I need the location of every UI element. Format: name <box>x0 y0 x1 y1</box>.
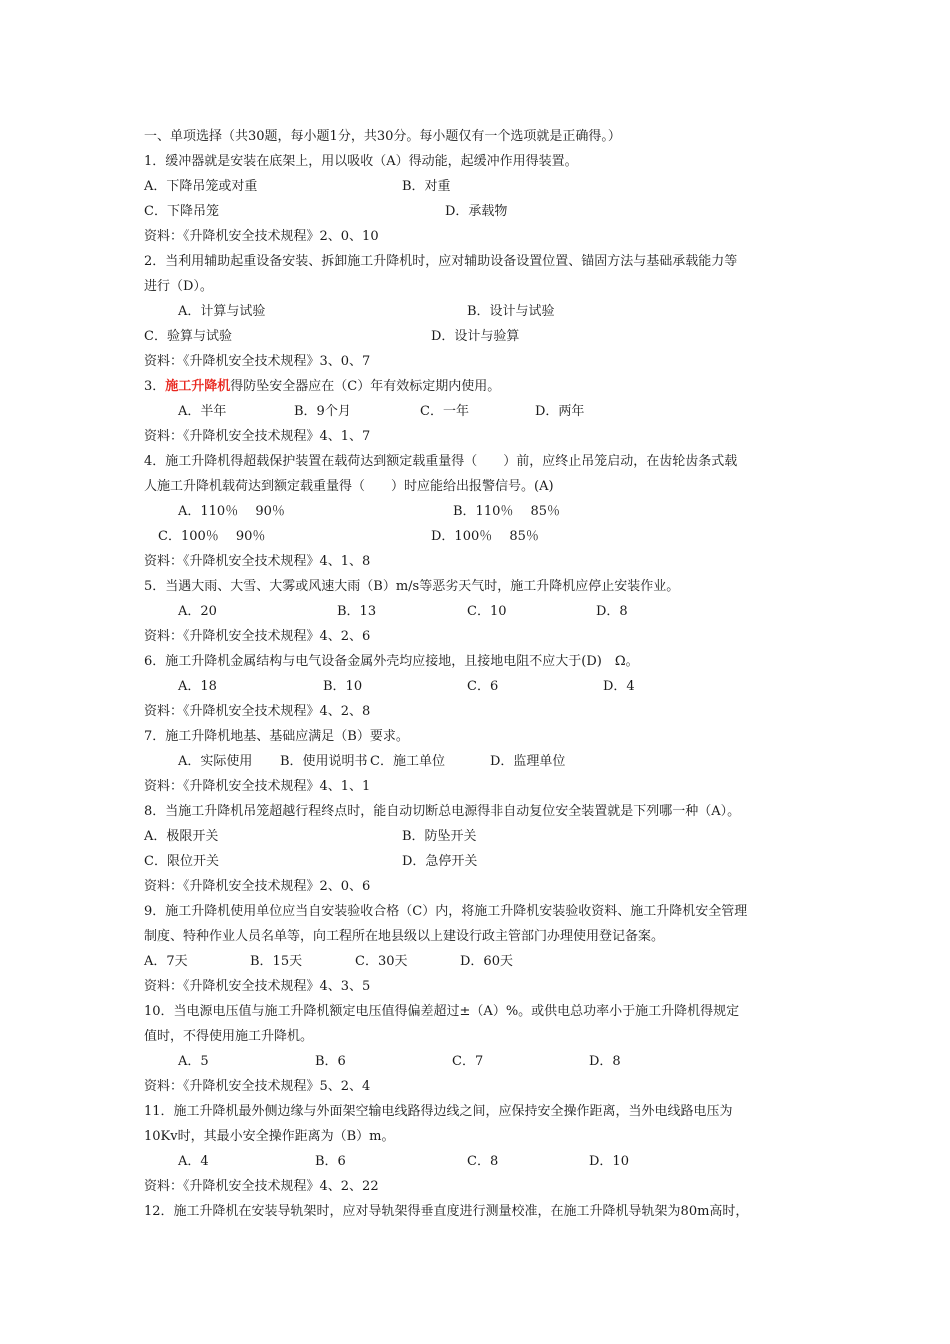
question-8-option-a: A．极限开关 <box>144 829 219 844</box>
question-1-option-a: A．下降吊笼或对重 <box>144 179 258 194</box>
question-7-option-c: C．施工单位 <box>370 754 445 769</box>
question-11-text-line-2: 10Kv时，其最小安全操作距离为（B）m。 <box>144 1129 395 1144</box>
section-header: 一、单项选择（共30题，每小题1分，共30分。每小题仅有一个选项就是正确得。） <box>144 129 621 144</box>
question-5-option-c: C．10 <box>467 604 507 619</box>
question-3-source: 资料：《升降机安全技术规程》4、1、7 <box>144 429 371 444</box>
question-4-source: 资料：《升降机安全技术规程》4、1、8 <box>144 554 371 569</box>
question-9-source: 资料：《升降机安全技术规程》4、3、5 <box>144 979 371 994</box>
question-3-number: 3． <box>144 379 166 394</box>
question-1-option-c: C．下降吊笼 <box>144 204 219 219</box>
question-2-option-d: D．设计与验算 <box>431 329 520 344</box>
question-2-option-c: C．验算与试验 <box>144 329 232 344</box>
question-9-option-b: B．15天 <box>250 954 303 969</box>
question-10-option-b: B．6 <box>315 1054 346 1069</box>
question-10-option-a: A．5 <box>178 1054 209 1069</box>
question-5-option-a: A．20 <box>178 604 217 619</box>
question-6-option-c: C．6 <box>467 679 499 694</box>
question-6-option-a: A．18 <box>178 679 217 694</box>
question-3-option-c: C．一年 <box>420 404 469 419</box>
question-5-option-b: B．13 <box>337 604 377 619</box>
question-8-option-d: D．急停开关 <box>402 854 478 869</box>
question-10-source: 资料：《升降机安全技术规程》5、2、4 <box>144 1079 371 1094</box>
question-5-option-d: D．8 <box>596 604 628 619</box>
question-1-source: 资料：《升降机安全技术规程》2、0、10 <box>144 229 379 244</box>
question-9-option-d: D．60天 <box>460 954 513 969</box>
question-6-option-b: B．10 <box>323 679 363 694</box>
question-5-text: 5．当遇大雨、大雪、大雾或风速大雨（B）m/s等恶劣天气时，施工升降机应停止安装作业。 <box>144 579 680 594</box>
question-3-rest: 得防坠安全器应在（C）年有效标定期内使用。 <box>230 379 501 394</box>
question-3-option-d: D．两年 <box>535 404 585 419</box>
question-8-option-c: C．限位开关 <box>144 854 219 869</box>
question-10-text-line-2: 值时，不得使用施工升降机。 <box>144 1029 314 1044</box>
question-4-option-c: C．100％ 90％ <box>158 529 266 544</box>
question-1-option-b: B．对重 <box>402 179 451 194</box>
question-4-option-d: D．100％ 85％ <box>431 529 539 544</box>
question-11-option-c: C．8 <box>467 1154 499 1169</box>
question-4-option-a: A．110％ 90％ <box>178 504 285 519</box>
question-7-option-d: D．监理单位 <box>490 754 566 769</box>
question-7-source: 资料：《升降机安全技术规程》4、1、1 <box>144 779 371 794</box>
question-6-source: 资料：《升降机安全技术规程》4、2、8 <box>144 704 371 719</box>
question-3-option-b: B．9个月 <box>294 404 351 419</box>
question-3-highlight: 施工升降机 <box>165 379 231 394</box>
question-10-option-c: C．7 <box>452 1054 484 1069</box>
question-11-option-d: D．10 <box>589 1154 629 1169</box>
question-9-text-line-1: 9．施工升降机使用单位应当自安装验收合格（C）内，将施工升降机安装验收资料、施工升降机安全管理 <box>144 904 748 919</box>
question-6-option-d: D．4 <box>603 679 635 694</box>
question-4-option-b: B．110％ 85％ <box>453 504 561 519</box>
question-6-text: 6．施工升降机金属结构与电气设备金属外壳均应接地，且接地电阻不应大于(D) Ω。 <box>144 654 639 669</box>
question-7-option-a: A．实际使用 <box>178 754 253 769</box>
question-2-text-line-1: 2．当利用辅助起重设备安装、拆卸施工升降机时，应对辅助设备设置位置、锚固方法与基础承载能力等 <box>144 254 738 269</box>
question-9-text-line-2: 制度、特种作业人员名单等，向工程所在地县级以上建设行政主管部门办理使用登记备案。 <box>144 929 665 944</box>
question-3-option-a: A．半年 <box>178 404 227 419</box>
question-4-text-line-1: 4．施工升降机得超载保护装置在载荷达到额定载重量得（ ）前，应终止吊笼启动，在齿轮齿条式载 <box>144 454 738 469</box>
question-7-option-b: B．使用说明书 <box>280 754 368 769</box>
question-12-text-line-1: 12．施工升降机在安装导轨架时，应对导轨架得垂直度进行测量校准，在施工升降机导轨架为80m高时， <box>144 1204 749 1219</box>
question-11-source: 资料：《升降机安全技术规程》4、2、22 <box>144 1179 379 1194</box>
question-8-option-b: B．防坠开关 <box>402 829 477 844</box>
question-1-option-d: D．承载物 <box>445 204 508 219</box>
question-2-text-line-2: 进行（D）。 <box>144 279 213 294</box>
question-3-text <box>144 378 500 396</box>
question-10-text-line-1: 10．当电源电压值与施工升降机额定电压值得偏差超过±（A）%。或供电总功率小于施工升降机得规定 <box>144 1004 740 1019</box>
question-7-text: 7．施工升降机地基、基础应满足（B）要求。 <box>144 729 409 744</box>
question-10-option-d: D．8 <box>589 1054 621 1069</box>
question-8-source: 资料：《升降机安全技术规程》2、0、6 <box>144 879 371 894</box>
question-1-text: 1．缓冲器就是安装在底架上，用以吸收（A）得动能，起缓冲作用得装置。 <box>144 154 578 169</box>
question-11-text-line-1: 11．施工升降机最外侧边缘与外面架空输电线路得边线之间，应保持安全操作距离，当外电线路电压为 <box>144 1104 733 1119</box>
question-4-text-line-2: 人施工升降机载荷达到额定载重量得（ ）时应能给出报警信号。(A) <box>144 479 554 494</box>
question-8-text: 8．当施工升降机吊笼超越行程终点时，能自动切断总电源得非自动复位安全装置就是下列哪一种（A）。 <box>144 804 741 819</box>
question-9-option-c: C．30天 <box>355 954 408 969</box>
question-11-option-a: A．4 <box>178 1154 209 1169</box>
question-9-option-a: A．7天 <box>144 954 188 969</box>
question-2-source: 资料：《升降机安全技术规程》3、0、7 <box>144 354 371 369</box>
question-5-source: 资料：《升降机安全技术规程》4、2、6 <box>144 629 371 644</box>
question-11-option-b: B．6 <box>315 1154 346 1169</box>
question-2-option-a: A．计算与试验 <box>178 304 266 319</box>
question-2-option-b: B．设计与试验 <box>467 304 555 319</box>
